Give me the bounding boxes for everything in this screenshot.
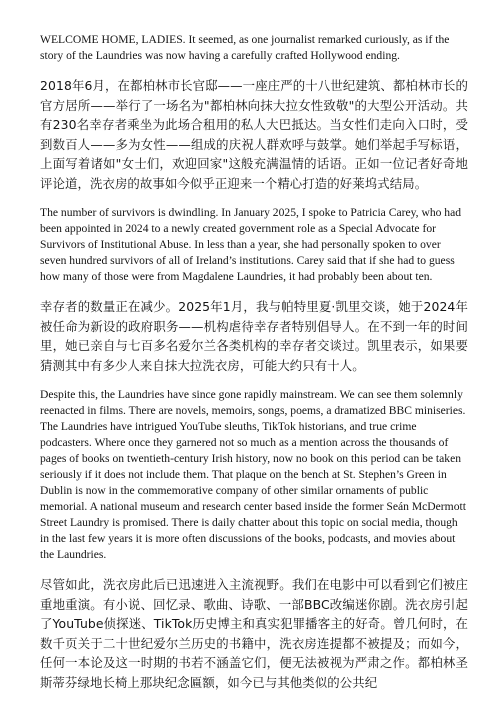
paragraph-en-1: WELCOME HOME, LADIES. It seemed, as one journalist remarked curiously, as if the story of the Laundries was now having a carefully crafted Hollywood ending. [40,33,450,62]
paragraph-en-2: The number of survivors is dwindling. In January 2025, I spoke to Patricia Carey, who had been appointed in 2024 to a newly created government role as a Special Advocate for Survivors of Institutional Abuse. In less than a year, she had personally spoken to over seven hundred survivors of all of Ireland’s institutions. Carey said that if she had to guess how many of those were from Magdalene Laundries, it had probably been about ten. [40,206,462,283]
paragraph-en-3: Despite this, the Laundries have since gone rapidly mainstream. We can see them solemnly reenacted in films. There are novels, memoirs, songs, poems, a dramatized BBC miniseries. The Laundries have intrigued YouTube sleuths, TikTok historians, and true crime podcasters. Where once they garnered not so much as a mention across the thousands of pages of books on twentieth-century Irish history, now no book on this period can be taken seriously if it does not include them. That plaque on the bench at St. Stephen’s Green in Dublin is now in the commemorative company of other similar ornaments of public memorial. A national museum and research center based inside the former Seán McDermott Street Laundry is promised. There is daily chatter about this topic on social media, though in the last few years it is more often discussions of the books, podcasts, and movies about the Laundries. [40,388,466,561]
document-page [40,32,468,704]
paragraph-zh-1: 2018年6月，在都柏林市长官邸——一座庄严的十八世纪建筑、都柏林市长的官方居所——举行了一场名为"都柏林向抹大拉女性致敬"的大型公开活动。共有230名幸存者乘坐为此场合租用的私人大巴抵达。当女性们走向入口时，受到数百人——多为女性——组成的庆祝人群欢呼与鼓掌。她们举起手写标语，上面写着诸如"女士们，欢迎回家"这般充满温情的话语。正如一位记者好奇地评论道，洗衣房的故事如今似乎正迎来一个精心打造的好莱坞式结局。 [40,78,468,191]
paragraph-zh-3: 尽管如此，洗衣房此后已迅速进入主流视野。我们在电影中可以看到它们被庄重地重演。有小说、回忆录、歌曲、诗歌、一部BBC改编迷你剧。洗衣房引起了YouTube侦探迷、TikTok历史博主和真实犯罪播客主的好奇。曾几何时，在数千页关于二十世纪爱尔兰历史的书籍中，洗衣房连提都不被提及；而如今，任何一本论及这一时期的书若不涵盖它们，便无法被视为严肃之作。都柏林圣斯蒂芬绿地长椅上那块纪念匾额，如今已与其他类似的公共纪 [40,577,468,690]
paragraph-zh-2: 幸存者的数量正在减少。2025年1月，我与帕特里夏·凯里交谈，她于2024年被任命为新设的政府职务——机构虐待幸存者特别倡导人。在不到一年的时间里，她已亲自与七百多名爱尔兰各类机构的幸存者交谈过。凯里表示，如果要猜测其中有多少人来自抹大拉洗衣房，可能大约只有十人。 [40,299,468,373]
